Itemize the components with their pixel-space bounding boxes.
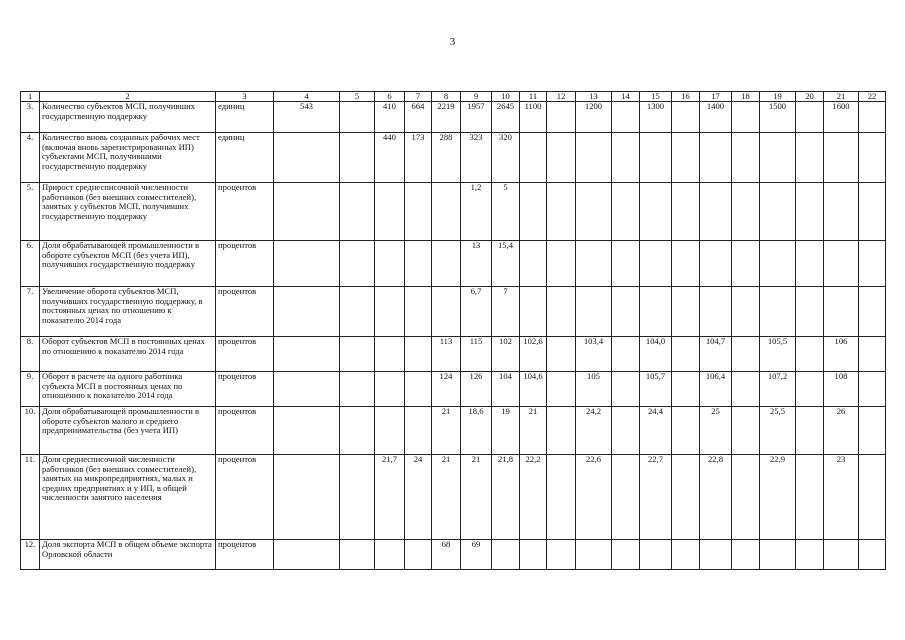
header-cell: 3 bbox=[216, 92, 274, 102]
value-cell bbox=[760, 540, 796, 570]
value-cell bbox=[859, 287, 886, 337]
value-cell bbox=[760, 133, 796, 183]
header-cell: 11 bbox=[520, 92, 547, 102]
value-cell: 24 bbox=[405, 455, 432, 540]
value-cell bbox=[796, 455, 824, 540]
value-cell: 22,6 bbox=[576, 455, 612, 540]
row-number: 8. bbox=[21, 337, 40, 372]
value-cell bbox=[796, 540, 824, 570]
value-cell bbox=[405, 183, 432, 241]
header-cell: 12 bbox=[547, 92, 576, 102]
value-cell bbox=[520, 183, 547, 241]
value-cell bbox=[732, 287, 760, 337]
value-cell bbox=[640, 540, 672, 570]
header-row bbox=[21, 92, 886, 102]
unit-cell: процентов bbox=[216, 287, 274, 337]
value-cell: 22,7 bbox=[640, 455, 672, 540]
value-cell bbox=[700, 241, 732, 287]
value-cell bbox=[672, 183, 700, 241]
value-cell bbox=[274, 183, 340, 241]
value-cell bbox=[612, 540, 640, 570]
header-cell: 2 bbox=[40, 92, 216, 102]
header-cell: 4 bbox=[274, 92, 340, 102]
indicator-name: Оборот субъектов МСП в постоянных ценах по отношению к показателю 2014 года bbox=[40, 337, 216, 372]
value-cell bbox=[672, 455, 700, 540]
value-cell: 69 bbox=[461, 540, 492, 570]
indicator-name: Прирост среднесписочной численности работников (без внешних совместителей), занятых у субъектов МСП, получивших государственную поддержку bbox=[40, 183, 216, 241]
indicator-name: Оборот в расчете на одного работника субъекта МСП в постоянных ценах по отношению к показателю 2014 года bbox=[40, 372, 216, 407]
value-cell bbox=[732, 407, 760, 455]
table-row bbox=[21, 287, 886, 337]
value-cell bbox=[520, 287, 547, 337]
value-cell bbox=[612, 241, 640, 287]
value-cell bbox=[859, 372, 886, 407]
value-cell bbox=[859, 337, 886, 372]
value-cell bbox=[760, 287, 796, 337]
value-cell bbox=[274, 540, 340, 570]
indicator-name: Доля обрабатывающей промышленности в обороте субъектов малого и среднего предпринимательства (без учета ИП) bbox=[40, 407, 216, 455]
indicator-name: Количество субъектов МСП, получивших государственную поддержку bbox=[40, 102, 216, 133]
value-cell: 25 bbox=[700, 407, 732, 455]
value-cell: 543 bbox=[274, 102, 340, 133]
value-cell: 124 bbox=[432, 372, 461, 407]
row-number: 10. bbox=[21, 407, 40, 455]
value-cell bbox=[732, 455, 760, 540]
value-cell bbox=[672, 241, 700, 287]
value-cell bbox=[375, 337, 405, 372]
value-cell: 1500 bbox=[760, 102, 796, 133]
table-row bbox=[21, 407, 886, 455]
value-cell bbox=[859, 133, 886, 183]
value-cell bbox=[520, 241, 547, 287]
value-cell bbox=[405, 407, 432, 455]
value-cell bbox=[547, 372, 576, 407]
unit-cell: процентов bbox=[216, 455, 274, 540]
value-cell: 105,5 bbox=[760, 337, 796, 372]
value-cell bbox=[576, 241, 612, 287]
value-cell: 23 bbox=[824, 455, 859, 540]
row-number: 5. bbox=[21, 183, 40, 241]
value-cell bbox=[576, 287, 612, 337]
value-cell: 24,4 bbox=[640, 407, 672, 455]
value-cell bbox=[732, 372, 760, 407]
value-cell: 105 bbox=[576, 372, 612, 407]
value-cell: 7 bbox=[492, 287, 520, 337]
header-cell: 5 bbox=[340, 92, 375, 102]
row-number: 3. bbox=[21, 102, 40, 133]
page-number: 3 bbox=[449, 36, 456, 48]
value-cell bbox=[824, 133, 859, 183]
value-cell bbox=[375, 287, 405, 337]
value-cell bbox=[732, 102, 760, 133]
table-row bbox=[21, 102, 886, 133]
value-cell: 664 bbox=[405, 102, 432, 133]
value-cell bbox=[547, 540, 576, 570]
value-cell bbox=[760, 241, 796, 287]
value-cell bbox=[824, 241, 859, 287]
value-cell bbox=[405, 241, 432, 287]
value-cell: 68 bbox=[432, 540, 461, 570]
value-cell bbox=[340, 455, 375, 540]
value-cell bbox=[732, 241, 760, 287]
value-cell bbox=[700, 133, 732, 183]
value-cell: 26 bbox=[824, 407, 859, 455]
value-cell: 104,0 bbox=[640, 337, 672, 372]
header-cell: 1 bbox=[21, 92, 40, 102]
value-cell bbox=[432, 287, 461, 337]
unit-cell: процентов bbox=[216, 241, 274, 287]
table-row bbox=[21, 133, 886, 183]
row-number: 7. bbox=[21, 287, 40, 337]
value-cell bbox=[672, 287, 700, 337]
table-row bbox=[21, 372, 886, 407]
header-cell: 9 bbox=[461, 92, 492, 102]
header-cell: 8 bbox=[432, 92, 461, 102]
header-cell: 16 bbox=[672, 92, 700, 102]
value-cell bbox=[375, 183, 405, 241]
value-cell: 21 bbox=[432, 407, 461, 455]
value-cell: 21,7 bbox=[375, 455, 405, 540]
value-cell bbox=[405, 287, 432, 337]
header-cell: 22 bbox=[859, 92, 886, 102]
value-cell: 115 bbox=[461, 337, 492, 372]
value-cell: 1400 bbox=[700, 102, 732, 133]
value-cell bbox=[432, 183, 461, 241]
value-cell: 1300 bbox=[640, 102, 672, 133]
value-cell: 22,8 bbox=[700, 455, 732, 540]
row-number: 4. bbox=[21, 133, 40, 183]
value-cell bbox=[274, 133, 340, 183]
value-cell bbox=[340, 183, 375, 241]
value-cell: 2219 bbox=[432, 102, 461, 133]
value-cell bbox=[700, 287, 732, 337]
value-cell: 1600 bbox=[824, 102, 859, 133]
value-cell bbox=[796, 102, 824, 133]
indicator-name: Количество вновь созданных рабочих мест (включая вновь зарегистрированных ИП) субъектами МСП, получившими государственную поддержку bbox=[40, 133, 216, 183]
value-cell: 18,6 bbox=[461, 407, 492, 455]
value-cell bbox=[547, 183, 576, 241]
value-cell bbox=[859, 455, 886, 540]
value-cell: 288 bbox=[432, 133, 461, 183]
value-cell bbox=[859, 241, 886, 287]
value-cell bbox=[274, 455, 340, 540]
value-cell bbox=[796, 183, 824, 241]
header-cell: 14 bbox=[612, 92, 640, 102]
value-cell: 104,6 bbox=[520, 372, 547, 407]
value-cell bbox=[340, 133, 375, 183]
value-cell bbox=[824, 287, 859, 337]
value-cell: 25,5 bbox=[760, 407, 796, 455]
value-cell: 21 bbox=[461, 455, 492, 540]
value-cell bbox=[547, 407, 576, 455]
value-cell bbox=[640, 287, 672, 337]
value-cell: 24,2 bbox=[576, 407, 612, 455]
value-cell bbox=[824, 540, 859, 570]
value-cell bbox=[672, 540, 700, 570]
value-cell bbox=[640, 133, 672, 183]
header-cell: 20 bbox=[796, 92, 824, 102]
value-cell bbox=[732, 133, 760, 183]
unit-cell: процентов bbox=[216, 183, 274, 241]
value-cell bbox=[340, 337, 375, 372]
value-cell bbox=[375, 241, 405, 287]
value-cell bbox=[760, 183, 796, 241]
value-cell bbox=[612, 407, 640, 455]
value-cell: 106,4 bbox=[700, 372, 732, 407]
value-cell bbox=[547, 287, 576, 337]
value-cell: 323 bbox=[461, 133, 492, 183]
value-cell bbox=[700, 540, 732, 570]
value-cell bbox=[859, 540, 886, 570]
value-cell bbox=[612, 372, 640, 407]
value-cell: 440 bbox=[375, 133, 405, 183]
value-cell bbox=[672, 102, 700, 133]
value-cell: 107,2 bbox=[760, 372, 796, 407]
value-cell: 5 bbox=[492, 183, 520, 241]
value-cell bbox=[547, 241, 576, 287]
row-number: 6. bbox=[21, 241, 40, 287]
value-cell bbox=[375, 372, 405, 407]
value-cell: 2645 bbox=[492, 102, 520, 133]
value-cell bbox=[340, 540, 375, 570]
value-cell bbox=[432, 241, 461, 287]
table-row bbox=[21, 455, 886, 540]
value-cell bbox=[405, 540, 432, 570]
indicators-table bbox=[20, 91, 886, 570]
value-cell bbox=[640, 183, 672, 241]
header-cell: 10 bbox=[492, 92, 520, 102]
value-cell bbox=[640, 241, 672, 287]
table-row bbox=[21, 337, 886, 372]
value-cell bbox=[547, 102, 576, 133]
value-cell: 21 bbox=[520, 407, 547, 455]
value-cell: 6,7 bbox=[461, 287, 492, 337]
value-cell bbox=[340, 287, 375, 337]
value-cell bbox=[859, 183, 886, 241]
value-cell: 105,7 bbox=[640, 372, 672, 407]
value-cell bbox=[732, 337, 760, 372]
header-cell: 13 bbox=[576, 92, 612, 102]
value-cell bbox=[796, 133, 824, 183]
value-cell: 104,7 bbox=[700, 337, 732, 372]
value-cell: 19 bbox=[492, 407, 520, 455]
value-cell bbox=[859, 102, 886, 133]
row-number: 11. bbox=[21, 455, 40, 540]
value-cell: 126 bbox=[461, 372, 492, 407]
value-cell bbox=[274, 287, 340, 337]
value-cell bbox=[796, 372, 824, 407]
unit-cell: процентов bbox=[216, 372, 274, 407]
header-cell: 6 bbox=[375, 92, 405, 102]
value-cell: 102 bbox=[492, 337, 520, 372]
value-cell: 410 bbox=[375, 102, 405, 133]
value-cell: 320 bbox=[492, 133, 520, 183]
value-cell: 13 bbox=[461, 241, 492, 287]
value-cell bbox=[274, 241, 340, 287]
value-cell bbox=[796, 407, 824, 455]
value-cell: 108 bbox=[824, 372, 859, 407]
table-row bbox=[21, 241, 886, 287]
value-cell: 102,6 bbox=[520, 337, 547, 372]
value-cell bbox=[576, 183, 612, 241]
value-cell: 22,9 bbox=[760, 455, 796, 540]
value-cell: 1957 bbox=[461, 102, 492, 133]
value-cell bbox=[520, 133, 547, 183]
value-cell bbox=[576, 133, 612, 183]
value-cell bbox=[375, 540, 405, 570]
value-cell bbox=[520, 540, 547, 570]
value-cell: 1,2 bbox=[461, 183, 492, 241]
value-cell bbox=[492, 540, 520, 570]
value-cell bbox=[612, 337, 640, 372]
value-cell: 104 bbox=[492, 372, 520, 407]
value-cell bbox=[824, 183, 859, 241]
indicator-name: Увеличение оборота субъектов МСП, получивших государственную поддержку, в постоянных ценах по отношению к показателю 2014 года bbox=[40, 287, 216, 337]
value-cell: 103,4 bbox=[576, 337, 612, 372]
value-cell: 22,2 bbox=[520, 455, 547, 540]
row-number: 9. bbox=[21, 372, 40, 407]
value-cell bbox=[672, 133, 700, 183]
value-cell bbox=[340, 407, 375, 455]
value-cell bbox=[340, 102, 375, 133]
value-cell bbox=[672, 372, 700, 407]
value-cell bbox=[274, 407, 340, 455]
value-cell: 21,8 bbox=[492, 455, 520, 540]
value-cell bbox=[340, 372, 375, 407]
unit-cell: единиц bbox=[216, 102, 274, 133]
table-row bbox=[21, 540, 886, 570]
value-cell: 15,4 bbox=[492, 241, 520, 287]
value-cell bbox=[732, 540, 760, 570]
value-cell: 21 bbox=[432, 455, 461, 540]
value-cell bbox=[796, 337, 824, 372]
header-cell: 15 bbox=[640, 92, 672, 102]
value-cell bbox=[547, 455, 576, 540]
header-cell: 17 bbox=[700, 92, 732, 102]
value-cell bbox=[700, 183, 732, 241]
value-cell bbox=[576, 540, 612, 570]
value-cell bbox=[612, 133, 640, 183]
value-cell bbox=[375, 407, 405, 455]
value-cell bbox=[274, 372, 340, 407]
unit-cell: единиц bbox=[216, 133, 274, 183]
value-cell bbox=[672, 407, 700, 455]
indicator-name: Доля обрабатывающей промышленности в обороте субъектов МСП (без учета ИП), получивших государственную поддержку bbox=[40, 241, 216, 287]
header-cell: 7 bbox=[405, 92, 432, 102]
header-cell: 19 bbox=[760, 92, 796, 102]
value-cell: 173 bbox=[405, 133, 432, 183]
header-cell: 21 bbox=[824, 92, 859, 102]
value-cell bbox=[405, 337, 432, 372]
value-cell bbox=[672, 337, 700, 372]
indicator-name: Доля среднесписочной численности работников (без внешних совместителей), занятых на микропредприятиях, малых и средних предприятиях и у ИП, в общей численности занятого населения bbox=[40, 455, 216, 540]
value-cell bbox=[612, 102, 640, 133]
value-cell bbox=[612, 183, 640, 241]
value-cell bbox=[732, 183, 760, 241]
value-cell bbox=[612, 455, 640, 540]
value-cell: 113 bbox=[432, 337, 461, 372]
unit-cell: процентов bbox=[216, 407, 274, 455]
value-cell bbox=[274, 337, 340, 372]
value-cell: 1100 bbox=[520, 102, 547, 133]
unit-cell: процентов bbox=[216, 540, 274, 570]
value-cell bbox=[547, 133, 576, 183]
value-cell bbox=[796, 287, 824, 337]
value-cell bbox=[340, 241, 375, 287]
value-cell bbox=[796, 241, 824, 287]
value-cell bbox=[405, 372, 432, 407]
header-cell: 18 bbox=[732, 92, 760, 102]
value-cell bbox=[612, 287, 640, 337]
table-row bbox=[21, 183, 886, 241]
row-number: 12. bbox=[21, 540, 40, 570]
value-cell: 1200 bbox=[576, 102, 612, 133]
value-cell bbox=[547, 337, 576, 372]
unit-cell: процентов bbox=[216, 337, 274, 372]
indicator-name: Доля экспорта МСП в общем объеме экспорта Орловской области bbox=[40, 540, 216, 570]
value-cell: 106 bbox=[824, 337, 859, 372]
value-cell bbox=[859, 407, 886, 455]
